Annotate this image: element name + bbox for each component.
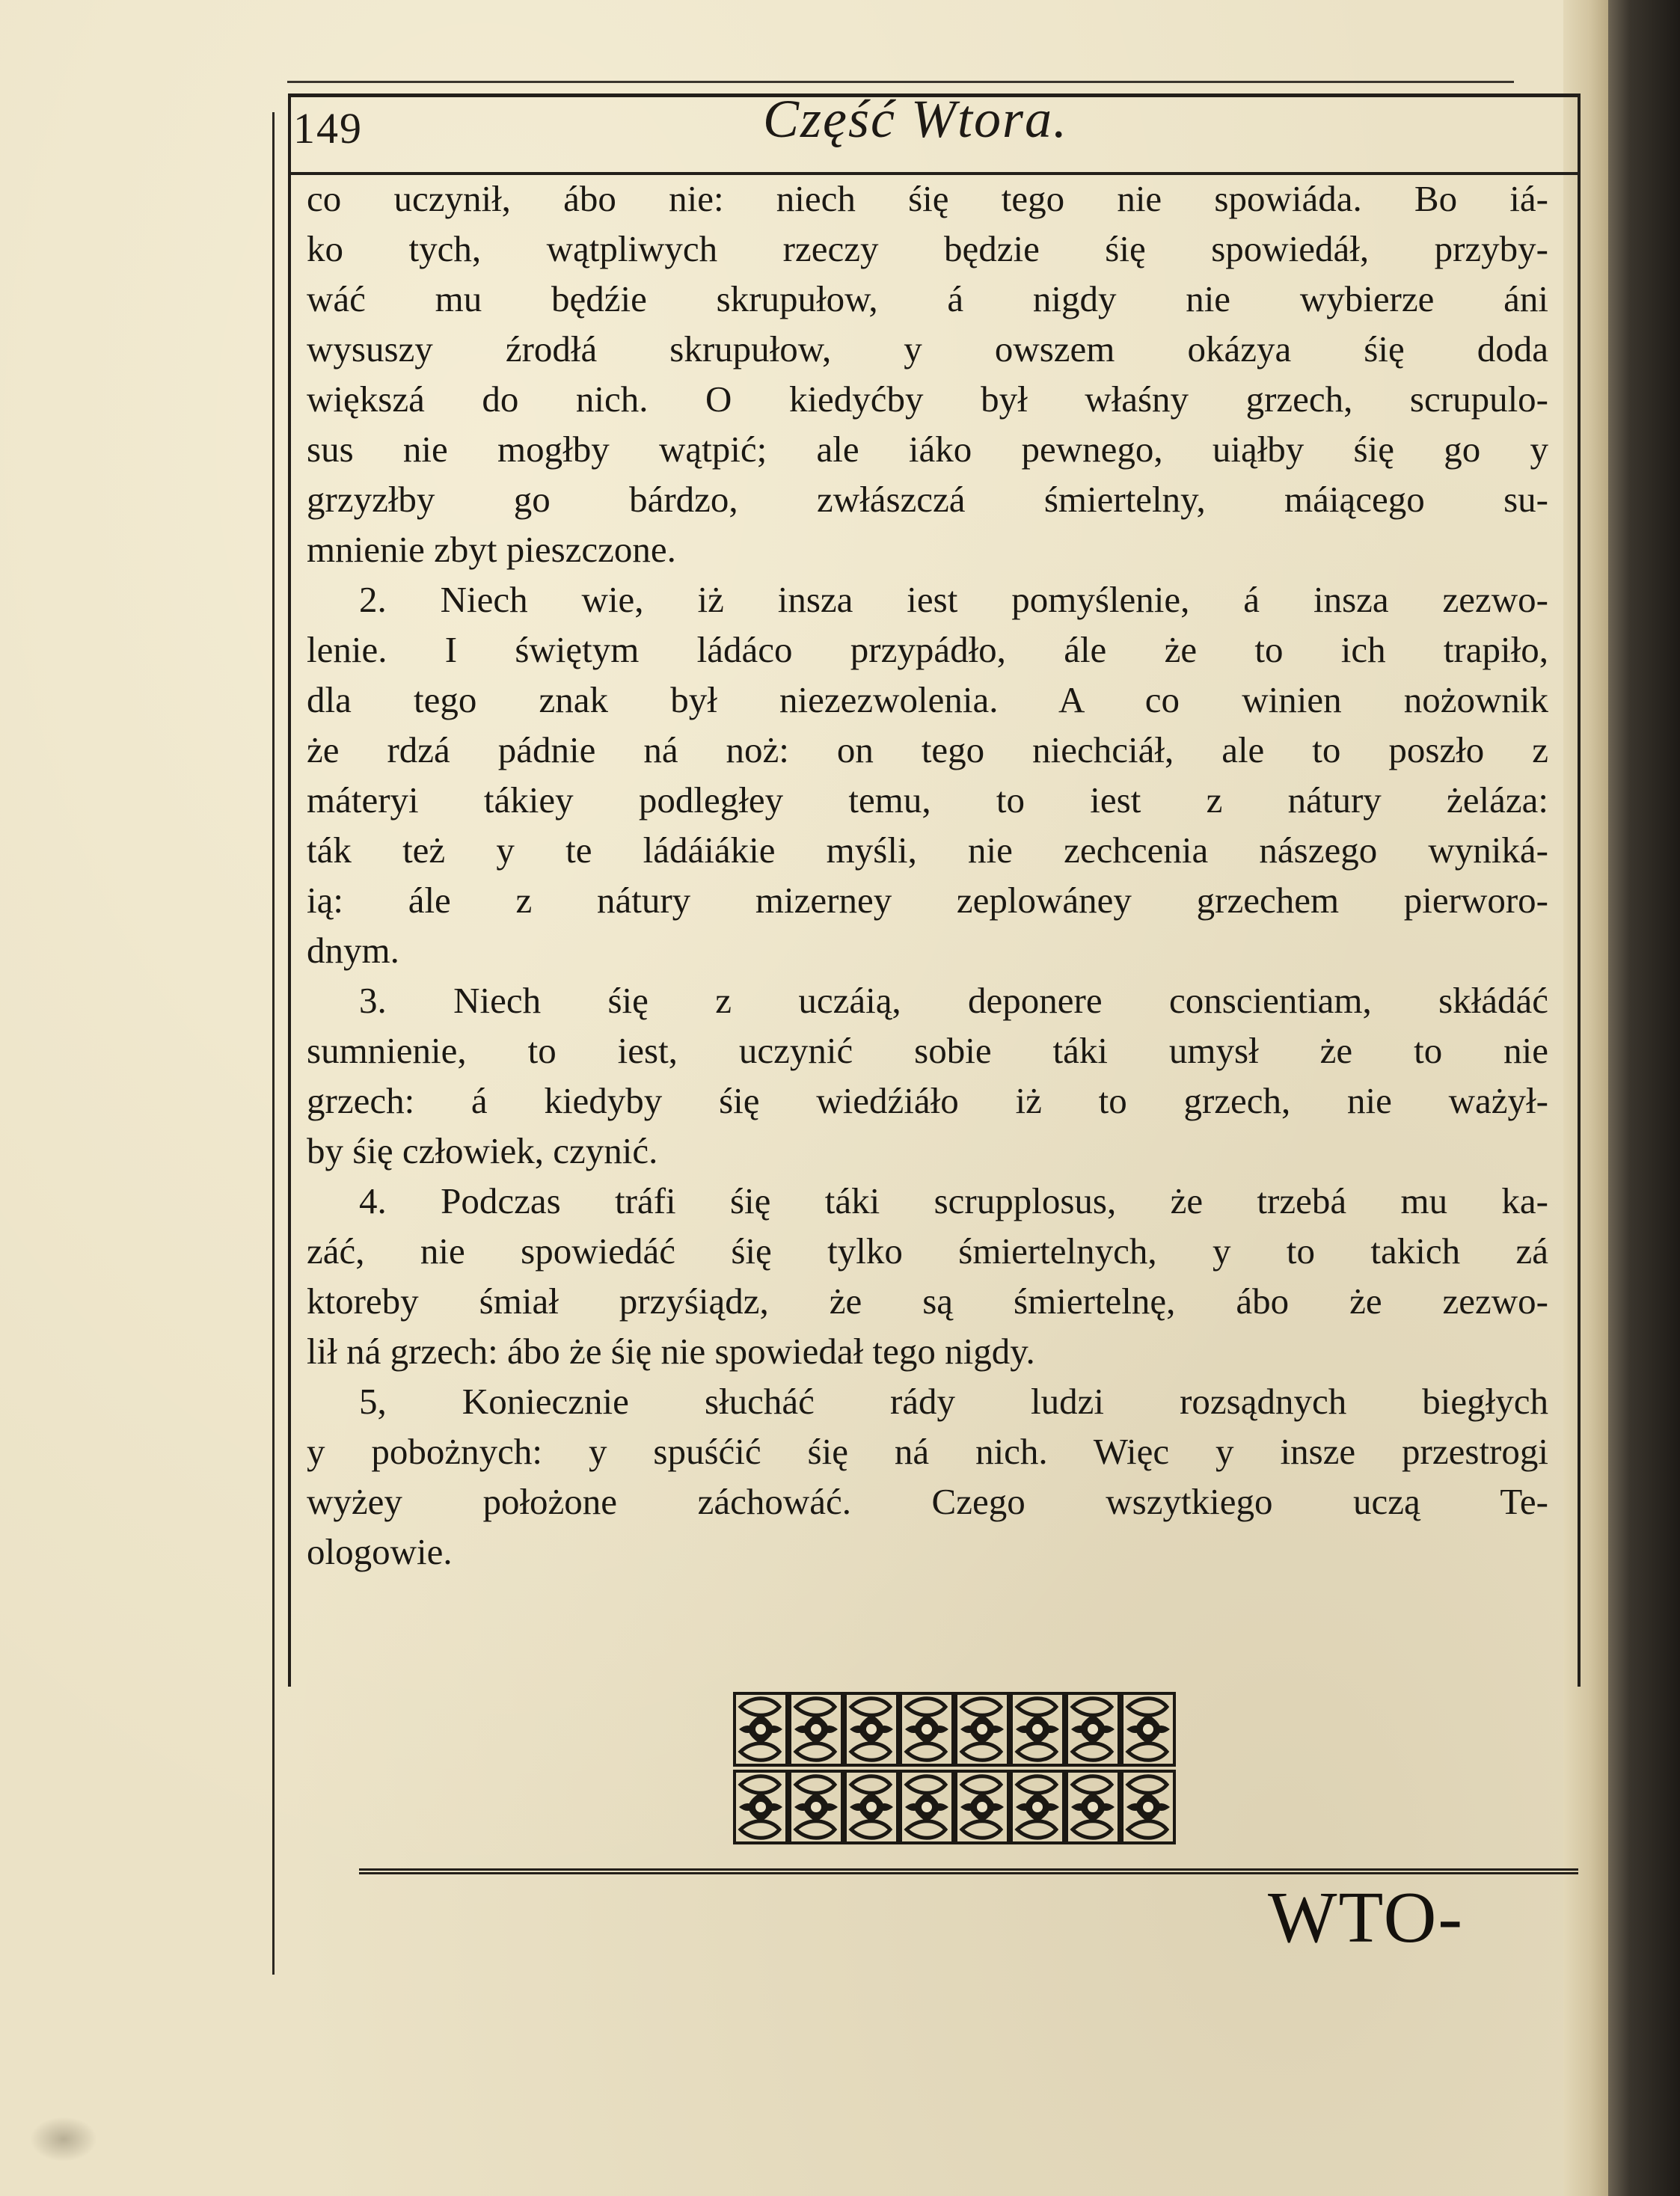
text-line: sumnienie, to iest, uczynić sobie táki umysł że to nie [307,1030,1548,1071]
text-line: 3. Niech śię z uczáią, deponere conscientiam, skłádáć [359,980,1548,1021]
adjacent-page-edge [1608,0,1680,2196]
page-number: 149 [293,104,363,153]
text-line: ktoreby śmiał przyśiądz, że są śmiertelnę, ábo że zezwo- [307,1281,1548,1322]
text-line: mnienie zbyt pieszczone. [307,529,676,570]
text-line: lił ná grzech: ábo że śię nie spowiedał tego nigdy. [307,1331,1035,1372]
text-line: grzyzłby go bárdzo, zwłászczá śmiertelny, máiącego su- [307,479,1548,520]
ink-smudge [30,2117,97,2162]
text-line: grzech: á kiedyby śię wiedźiáło iż to grzech, nie ważył- [307,1080,1548,1121]
text-line: ták też y te ládáiákie myśli, nie zechcenia nászego wyniká- [307,829,1548,871]
text-line: y pobożnych: y spuśćić śię ná nich. Więc y insze przestrogi [307,1431,1548,1472]
text-line: wáć mu będźie skrupułow, á nigdy nie wybierze áni [307,278,1548,319]
text-line: co uczynił, ábo nie: niech śię tego nie spowiáda. Bo iá- [307,178,1548,219]
bottom-rule [359,1868,1578,1874]
text-line: máteryi tákiey podległey temu, to iest z nátury żeláza: [307,779,1548,821]
text-line: ią: ále z nátury mizerney zeplowáney grzechem pierworo- [307,880,1548,921]
text-line: 4. Podczas tráfi śię táki scrupplosus, że trzebá mu ka- [359,1180,1548,1221]
body-text [307,174,1548,1577]
text-line: dnym. [307,930,399,971]
running-head: Część Wtora. [763,89,1068,149]
text-line: by śię człowiek, czynić. [307,1130,658,1171]
text-line: ologowie. [307,1531,453,1572]
text-line: dla tego znak był niezezwolenia. A co winien nożownik [307,679,1548,720]
text-line: wysuszy źrodłá skrupułow, y owszem okázya śię doda [307,328,1548,369]
text-line: lenie. I świętym ládáco przypádło, ále że to ich trapiło, [307,629,1548,670]
text-line: ko tych, wątpliwych rzeczy będzie śię spowiedáł, przyby- [307,228,1548,269]
printers-ornament-icon [733,1692,1176,1846]
text-line: 2. Niech wie, iż insza iest pomyślenie, á insza zezwo- [359,579,1548,620]
text-line: záć, nie spowiedáć śię tylko śmiertelnych, y to takich zá [307,1230,1548,1272]
left-margin-rule [272,112,275,1975]
text-line: sus nie mogłby wątpić; ale iáko pewnego, uiąłby śię go y [307,429,1548,470]
top-rule [287,81,1514,83]
text-line: wyżey położone záchowáć. Czego wszytkiego uczą Te- [307,1481,1548,1522]
text-line: 5, Koniecznie słucháć rády ludzi rozsądnych biegłych [359,1381,1548,1422]
text-line: większá do nich. O kiedyćby był właśny grzech, scrupulo- [307,378,1548,420]
text-line: że rdzá pádnie ná noż: on tego niechciáł, ale to poszło z [307,729,1548,770]
catchword: WTO- [1268,1877,1464,1958]
